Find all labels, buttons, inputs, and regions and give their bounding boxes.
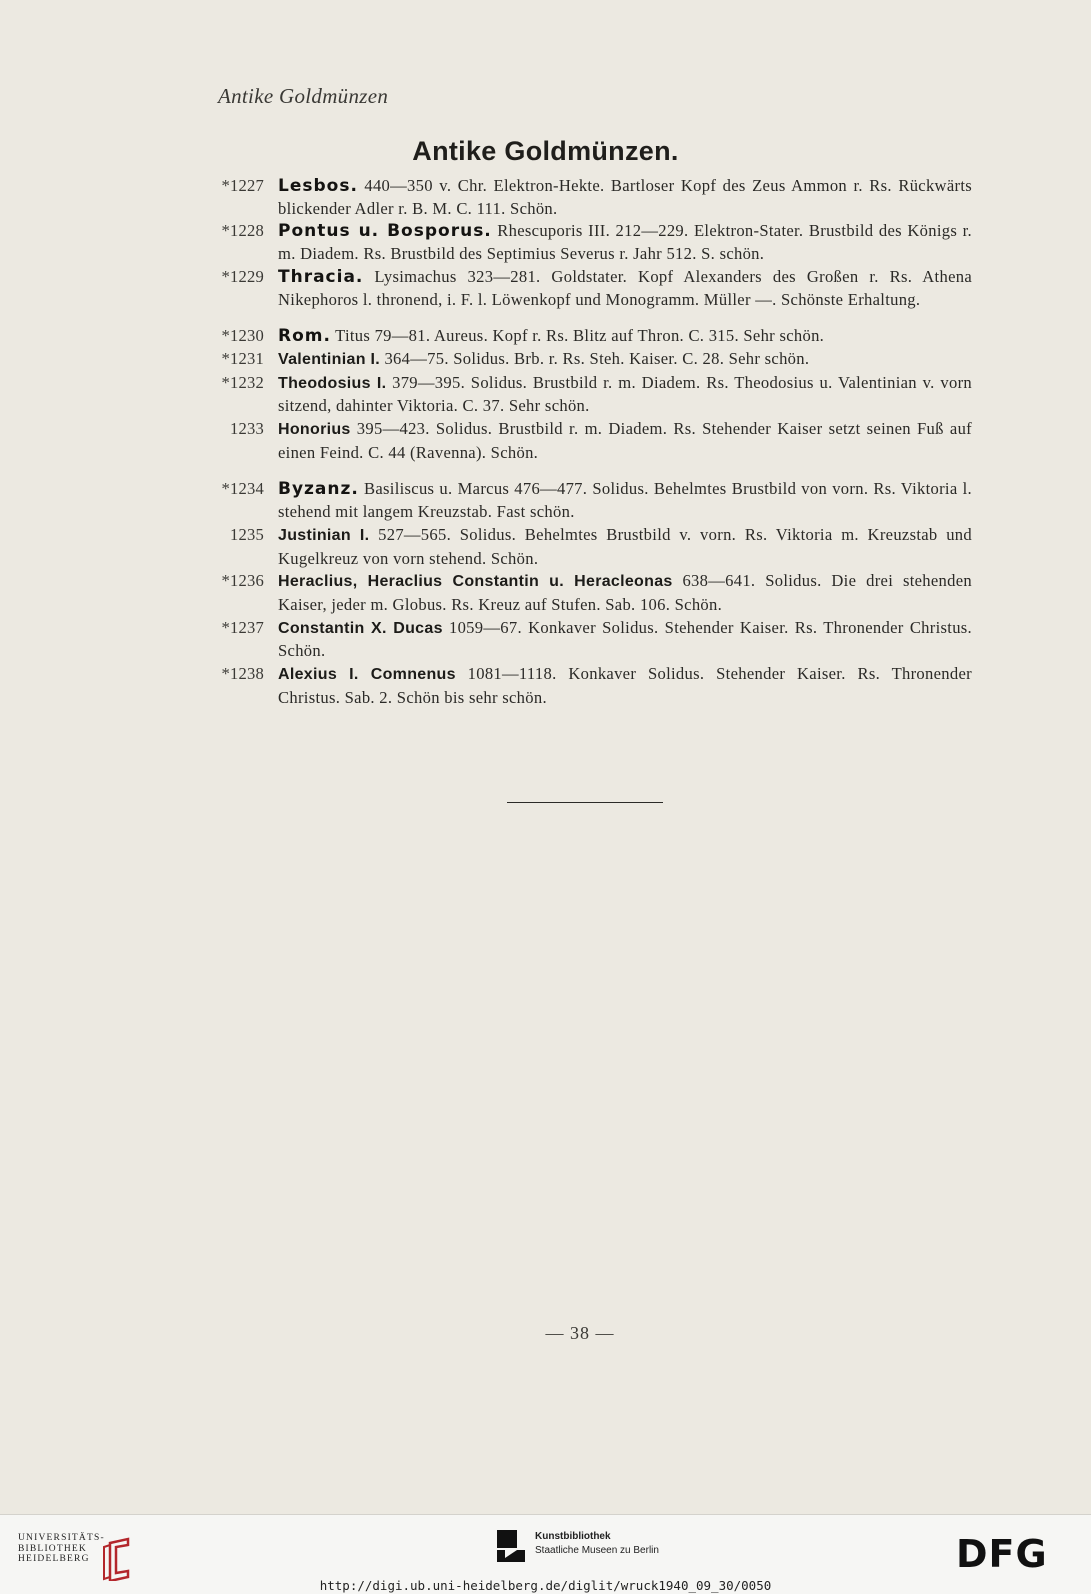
ruler-name: Valentinian I. <box>278 350 381 368</box>
entry-description: 638—641. Solidus. Die drei stehenden Kaiser, jeder m. Globus. Rs. Kreuz auf Stufen. Sab. 106. Schön. <box>278 571 972 614</box>
entry-text <box>278 220 972 265</box>
entry-text <box>278 478 972 523</box>
catalogue-entry <box>200 348 972 372</box>
section-title: Antike Goldmünzen. <box>412 136 679 166</box>
kunstbibliothek-mark-icon <box>497 1530 525 1562</box>
entry-description: 1081—1118. Konkaver Solidus. Stehender Kaiser. Rs. Thronender Christus. Sab. 2. Schön bis sehr schön. <box>278 664 972 707</box>
entry-description: Basiliscus u. Marcus 476—477. Solidus. Behelmtes Brustbild von vorn. Rs. Viktoria l. stehend mit langem Kreuzstab. Fast schön. <box>278 479 972 522</box>
entry-number: *1236 <box>221 571 264 591</box>
entry-text <box>278 266 972 311</box>
catalogue-entry <box>200 617 972 663</box>
region-heading: Byzanz. <box>278 479 359 500</box>
entry-number: *1227 <box>221 176 264 195</box>
entry-text <box>278 348 972 372</box>
entry-text <box>278 418 972 464</box>
entry-number: *1229 <box>221 266 264 286</box>
region-heading: Lesbos. <box>278 176 358 196</box>
entry-text <box>278 663 972 709</box>
entry-number: 1233 <box>230 419 264 439</box>
entry-description: 440—350 v. Chr. Elektron-Hekte. Bartloser Kopf des Zeus Ammon r. Rs. Rückwärts blickender Adler r. B. M. C. 111. Schön. <box>278 176 972 218</box>
entry-text <box>278 524 972 570</box>
section-end-rule <box>507 802 663 803</box>
permalink-url[interactable]: http://digi.ub.uni-heidelberg.de/diglit/wruck1940_09_30/0050 <box>319 1578 772 1593</box>
region-heading: Rom. <box>278 326 331 347</box>
entry-description: 527—565. Solidus. Behelmtes Brustbild v. vorn. Rs. Viktoria m. Kreuzstab und Kugelkreuz von vorn stehend. Schön. <box>278 524 972 568</box>
catalogue-entry <box>200 663 972 709</box>
ruler-name: Theodosius I. <box>278 374 387 392</box>
entry-number: *1234 <box>221 479 264 499</box>
catalogue-entry <box>200 524 972 570</box>
kunstbibliothek-name: Kunstbibliothek <box>535 1531 611 1542</box>
page-number: — 38 — <box>545 1323 615 1343</box>
entry-description: 364—75. Solidus. Brb. r. Rs. Steh. Kaiser. C. 28. Sehr schön. <box>380 348 810 368</box>
dfg-logo[interactable] <box>956 1534 1060 1570</box>
entry-number: *1231 <box>221 348 264 368</box>
region-heading: Pontus u. Bosporus. <box>278 221 492 242</box>
entry-number: 1235 <box>230 524 264 544</box>
digitization-footer <box>0 1514 1091 1594</box>
ub-mark-icon <box>100 1537 134 1581</box>
entry-text <box>278 570 972 616</box>
catalogue-entry <box>200 220 972 265</box>
running-head: Antike Goldmünzen <box>218 84 389 108</box>
entry-text <box>278 372 972 418</box>
ruler-name: Heraclius, Heraclius Constantin u. Heracleonas <box>278 573 673 591</box>
ub-logo-line: UNIVERSITÄTS- <box>18 1533 105 1543</box>
dfg-logo-text: DFG <box>956 1534 1048 1570</box>
entry-number: *1230 <box>221 326 264 346</box>
entry-number: *1237 <box>221 617 264 637</box>
entry-description: 379—395. Solidus. Brustbild r. m. Diadem. Rs. Theodosius u. Valentinian v. vorn sitzend, dahinter Viktoria. C. 37. Sehr schön. <box>278 372 972 416</box>
entry-text <box>278 175 972 220</box>
ruler-name: Honorius <box>278 421 351 439</box>
entry-description: 1059—67. Konkaver Solidus. Stehender Kaiser. Rs. Thronender Christus. Schön. <box>278 617 972 661</box>
entry-text <box>278 617 972 663</box>
ub-logo-text <box>18 1533 105 1565</box>
catalogue-entry <box>200 372 972 418</box>
catalogue-entry <box>200 175 972 220</box>
ub-heidelberg-logo[interactable] <box>18 1533 105 1565</box>
entry-description: 395—423. Solidus. Brustbild r. m. Diadem. Rs. Stehender Kaiser setzt seinen Fuß auf einen Feind. C. 44 (Ravenna). Schön. <box>278 419 972 462</box>
kunstbibliothek-text <box>535 1530 659 1558</box>
entry-list <box>200 175 972 709</box>
catalogue-entry <box>200 418 972 464</box>
catalogue-entry <box>200 478 972 523</box>
entry-description: Titus 79—81. Aureus. Kopf r. Rs. Blitz auf Thron. C. 315. Sehr schön. <box>330 326 825 346</box>
region-heading: Thracia. <box>278 266 364 287</box>
entry-number: *1232 <box>221 372 264 392</box>
ruler-name: Justinian I. <box>278 526 370 544</box>
catalogue-entry <box>200 570 972 616</box>
ub-logo-line: HEIDELBERG <box>18 1554 90 1564</box>
kunstbibliothek-logo[interactable] <box>497 1530 659 1562</box>
ruler-name: Constantin X. Ducas <box>278 619 443 637</box>
ruler-name: Alexius I. Comnenus <box>278 666 456 684</box>
entry-text <box>278 325 972 348</box>
entry-description: Rhescuporis III. 212—229. Elektron-Stater. Brustbild des Königs r. m. Diadem. Rs. Brustbild des Septimius Severus r. Jahr 512. S. schön. <box>278 221 972 264</box>
entry-number: *1228 <box>221 221 264 241</box>
catalogue-entry <box>200 325 972 348</box>
kunstbibliothek-subtitle: Staatliche Museen zu Berlin <box>535 1545 659 1556</box>
entry-description: Lysimachus 323—281. Goldstater. Kopf Alexanders des Großen r. Rs. Athena Nikephoros l. thronend, i. F. l. Löwenkopf und Monogramm. Müller —. Schönste Erhaltung. <box>278 266 972 309</box>
catalogue-entry <box>200 266 972 311</box>
entry-number: *1238 <box>221 664 264 684</box>
ub-logo-line: BIBLIOTHEK <box>18 1543 87 1554</box>
